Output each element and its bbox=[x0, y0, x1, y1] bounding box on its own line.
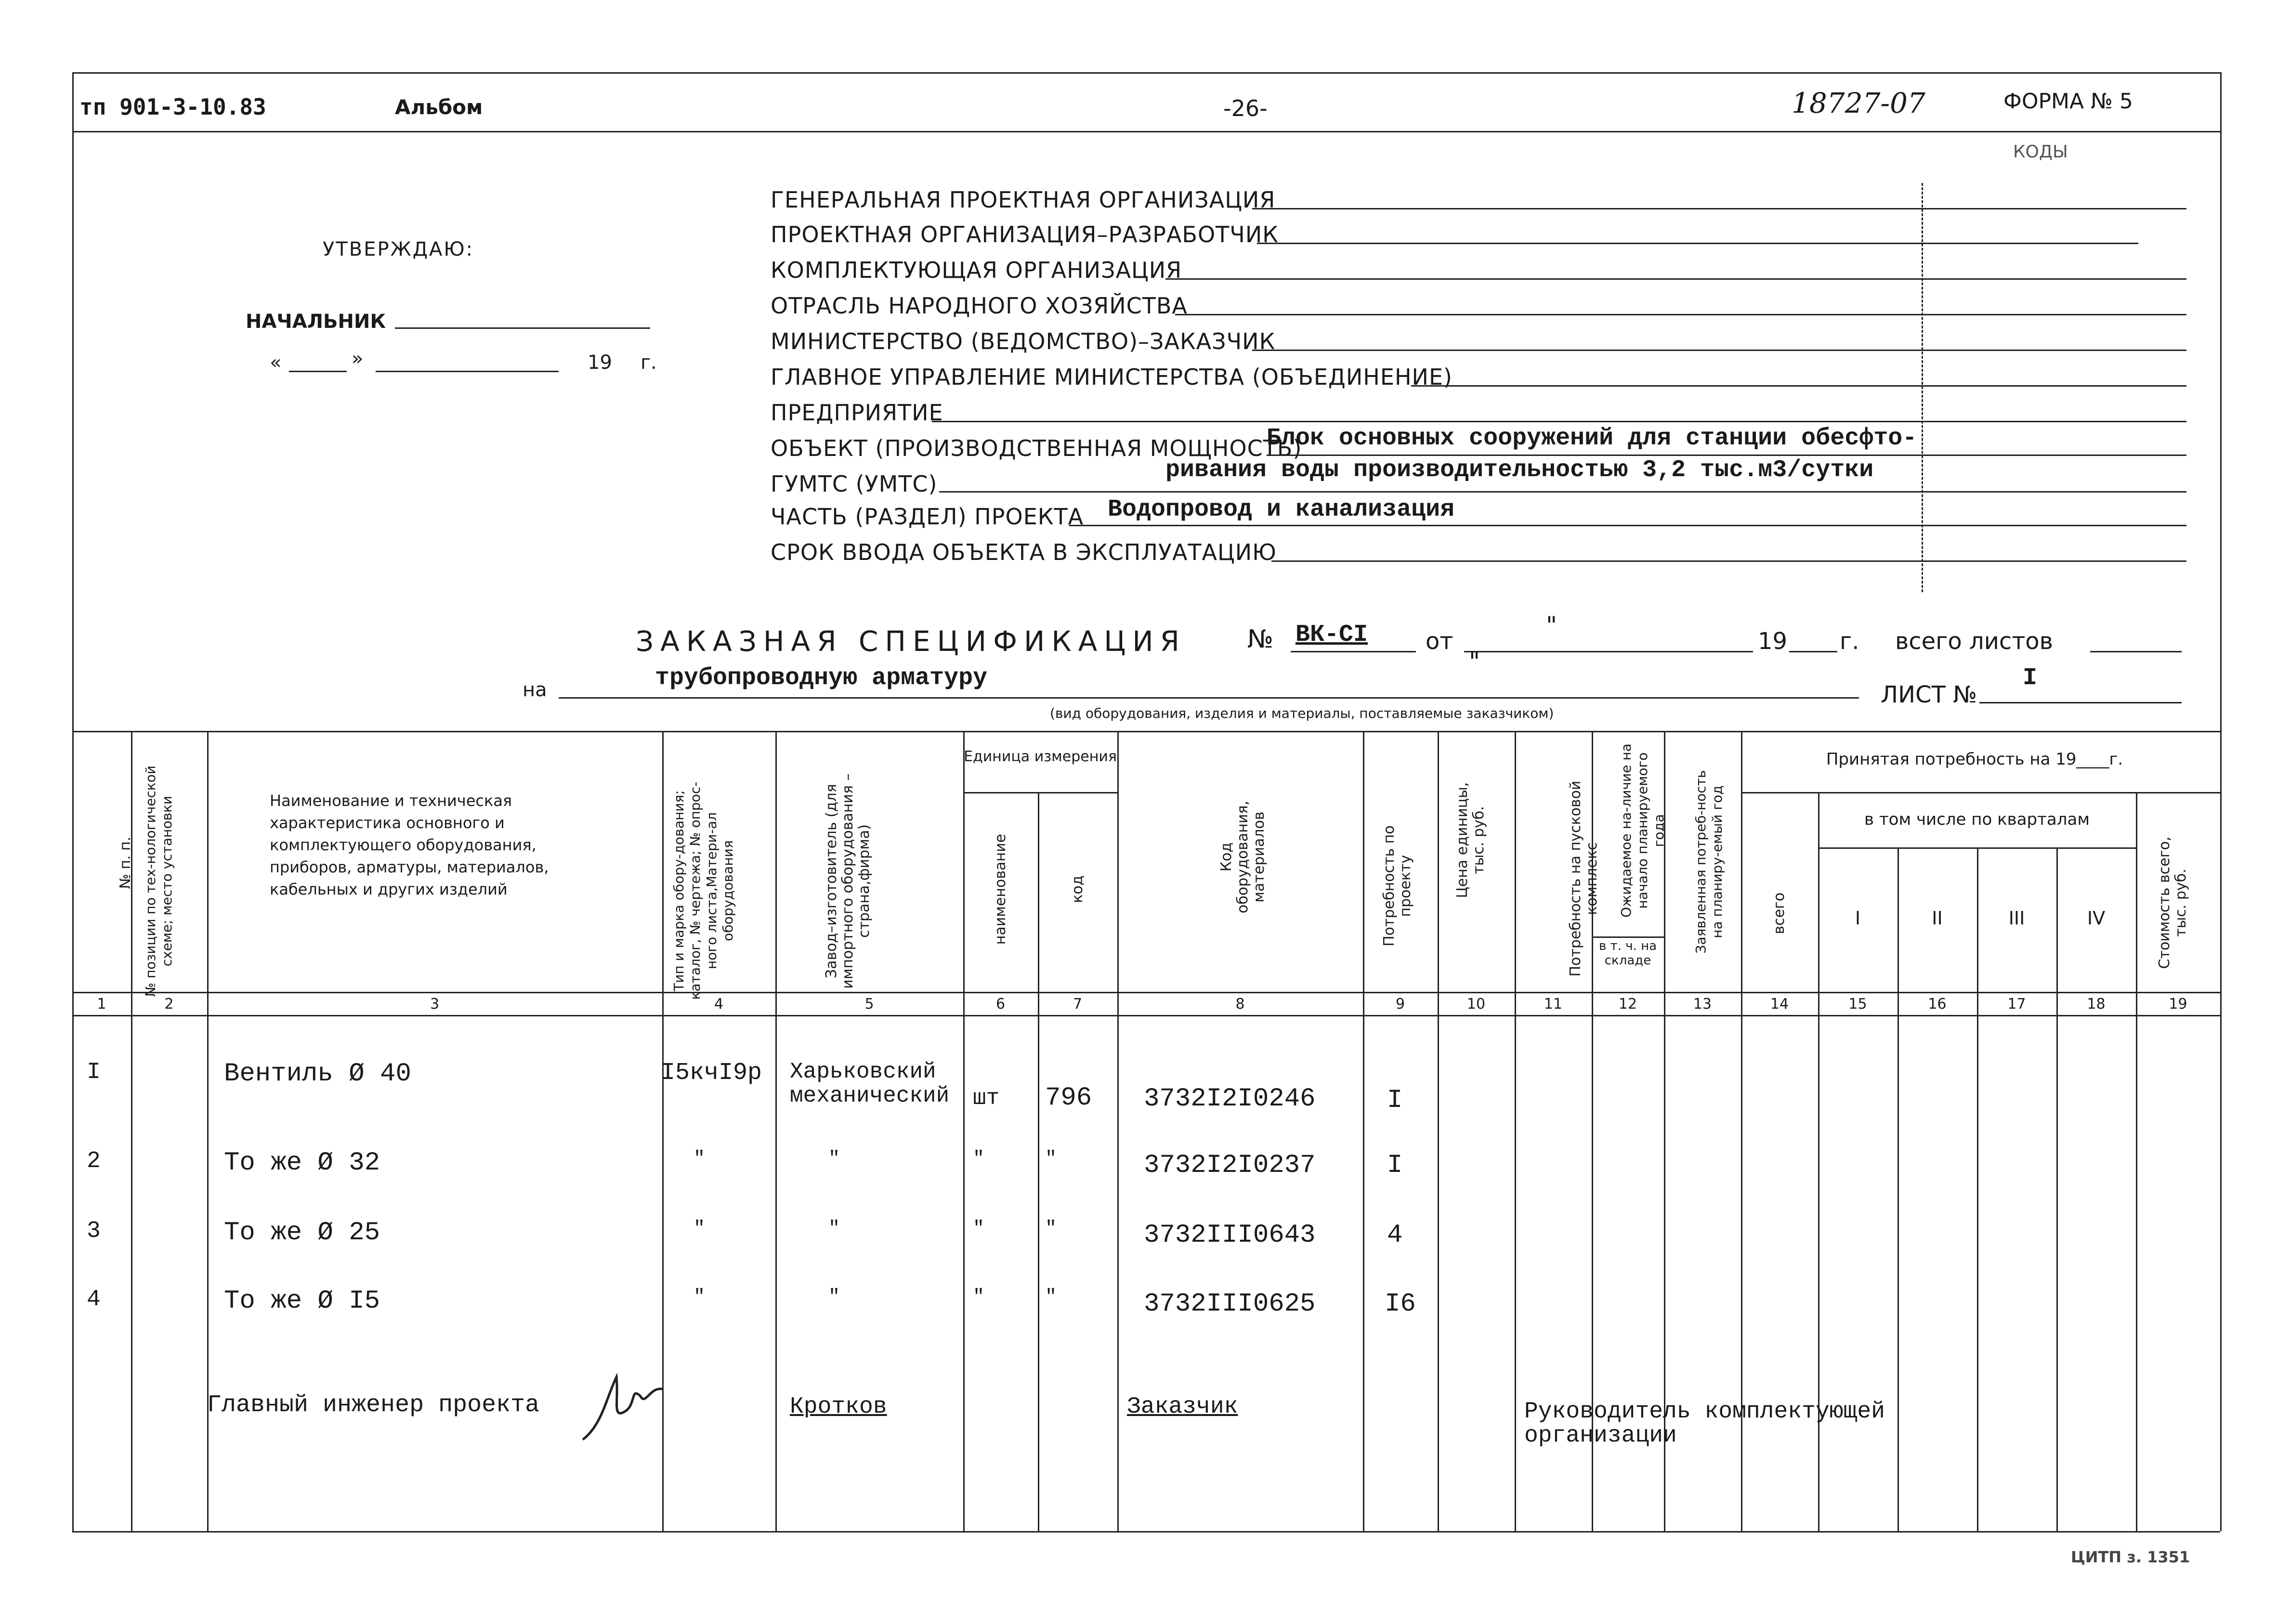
general-design-org-line bbox=[1252, 208, 2186, 209]
enterprise-line bbox=[932, 421, 2186, 422]
approval-year-suffix: г. bbox=[641, 351, 657, 374]
object-label: ОБЪЕКТ (ПРОИЗВОДСТВЕННАЯ МОЩНОСТЬ) bbox=[771, 435, 1302, 461]
row-number: I bbox=[87, 1059, 101, 1085]
col-line-10 bbox=[1515, 731, 1516, 1531]
col-line-17 bbox=[2056, 847, 2058, 1531]
spec-date-line bbox=[1464, 651, 1753, 652]
col-number: 13 bbox=[1693, 996, 1712, 1013]
row-name: То же Ø 25 bbox=[224, 1218, 380, 1247]
project-part-line bbox=[1069, 525, 2186, 526]
general-design-org-label: ГЕНЕРАЛЬНАЯ ПРОЕКТНАЯ ОРГАНИЗАЦИЯ bbox=[771, 187, 1276, 213]
row-maker: " bbox=[828, 1286, 840, 1308]
row-name: Вентиль Ø 40 bbox=[224, 1059, 411, 1089]
commissioning-line bbox=[1271, 560, 2186, 562]
row-type: " bbox=[694, 1148, 706, 1170]
form-label: ФОРМА № 5 bbox=[2003, 89, 2133, 114]
row-unit-code: 796 bbox=[1045, 1083, 1092, 1113]
commissioning-label: СРОК ВВОДА ОБЪЕКТА В ЭКСПЛУАТАЦИЮ bbox=[771, 539, 1277, 565]
spec-number: ВК-CI bbox=[1296, 621, 1368, 649]
col-header-11: Потребность на пусковой комплекс bbox=[1567, 780, 1600, 977]
unit-group-header: Единица измерения bbox=[964, 748, 1117, 765]
sheet-number: I bbox=[2023, 664, 2038, 692]
col-line-15 bbox=[1898, 847, 1899, 1531]
col-line-9 bbox=[1438, 731, 1439, 1531]
spec-year-prefix: 19 bbox=[1758, 628, 1788, 655]
col-header-13: Заявленная потреб-ность на планиру-емый год bbox=[1693, 770, 1725, 954]
supplier-head-label-cont: организации bbox=[1524, 1423, 1677, 1449]
col-header-3: Наименование и техническая характеристика основного и комплектующего оборудования, приборов, арматуры, материалов, кабельных и других изделий bbox=[270, 792, 549, 898]
col-number: 1 bbox=[97, 996, 106, 1013]
row-maker-cont: механический bbox=[790, 1083, 950, 1108]
spec-year-line bbox=[1789, 651, 1837, 652]
row-qty: I bbox=[1387, 1151, 1403, 1180]
col-number: 9 bbox=[1395, 996, 1405, 1013]
col-number: 17 bbox=[2007, 996, 2026, 1013]
col-number: 15 bbox=[1848, 996, 1867, 1013]
design-org-label: ПРОЕКТНАЯ ОРГАНИЗАЦИЯ–РАЗРАБОТЧИК bbox=[771, 221, 1279, 247]
col-header-6: наименование bbox=[992, 833, 1009, 945]
codes-label: КОДЫ bbox=[2013, 142, 2068, 162]
approval-year-prefix: 19 bbox=[588, 351, 612, 374]
col-line-7 bbox=[1117, 731, 1119, 1531]
spec-from-label: от bbox=[1426, 628, 1453, 655]
row-maker: " bbox=[828, 1148, 840, 1170]
spec-subject: трубопроводную арматуру bbox=[655, 664, 988, 692]
project-part-value: Водопровод и канализация bbox=[1108, 496, 1455, 523]
col-line-16 bbox=[1977, 847, 1978, 1531]
frame-top bbox=[72, 72, 2220, 74]
chief-signature-line bbox=[395, 327, 650, 329]
project-code: тп 901-3-10.83 bbox=[79, 94, 266, 120]
col-line-5 bbox=[963, 731, 965, 1531]
spec-date-quote-open: " bbox=[1546, 611, 1557, 639]
col-header-15: I bbox=[1855, 908, 1861, 929]
total-sheets-label: всего листов bbox=[1895, 628, 2053, 655]
col-header-16: II bbox=[1932, 908, 1943, 929]
chief-engineer-name: Кротков bbox=[790, 1394, 887, 1420]
spec-number-line bbox=[1291, 651, 1416, 652]
col-number: 3 bbox=[430, 996, 440, 1013]
supply-org-label: КОМПЛЕКТУЮЩАЯ ОРГАНИЗАЦИЯ bbox=[771, 257, 1182, 283]
main-department-label: ГЛАВНОЕ УПРАВЛЕНИЕ МИНИСТЕРСТВА (ОБЪЕДИНЕНИЕ) bbox=[771, 364, 1453, 390]
row-number: 3 bbox=[87, 1218, 101, 1244]
col-header-9: Потребность по проекту bbox=[1381, 825, 1414, 947]
object-value-cont: ривания воды производительностью 3,2 тыс.м3/сутки bbox=[1165, 456, 1874, 484]
spec-number-label: № bbox=[1247, 625, 1274, 654]
col-line-18 bbox=[2136, 792, 2137, 1531]
col-number: 12 bbox=[1618, 996, 1637, 1013]
gumts-label: ГУМТС (УМТС) bbox=[771, 471, 938, 497]
col-header-10: Цена единицы, тыс. руб. bbox=[1454, 782, 1487, 898]
spec-caption: (вид оборудования, изделия и материалы, поставляемые заказчиком) bbox=[1050, 705, 1554, 721]
accepted-group-header: Принятая потребность на 19____г. bbox=[1826, 750, 2123, 769]
row-qty: I bbox=[1387, 1086, 1403, 1115]
month-line bbox=[376, 371, 559, 372]
col-header-19: Стоимость всего, тыс. руб. bbox=[2156, 836, 2189, 969]
col-number: 18 bbox=[2087, 996, 2106, 1013]
chief-engineer-label: Главный инженер проекта bbox=[207, 1391, 540, 1419]
codes-divider bbox=[1922, 183, 1923, 592]
ministry-label: МИНИСТЕРСТВО (ВЕДОМСТВО)–ЗАКАЗЧИК bbox=[771, 328, 1276, 354]
signature-icon bbox=[573, 1367, 669, 1444]
customer-label: Заказчик bbox=[1127, 1394, 1238, 1420]
spec-on-label: на bbox=[523, 679, 547, 701]
supplier-head-label: Руководитель комплектующей bbox=[1524, 1399, 1885, 1425]
col-number: 16 bbox=[1928, 996, 1947, 1013]
total-sheets-line bbox=[2090, 651, 2182, 652]
spec-date-quote-close: " bbox=[1469, 648, 1480, 676]
row-unit-code: " bbox=[1045, 1148, 1057, 1170]
row-name: То же Ø I5 bbox=[224, 1286, 380, 1316]
col-header-12b: в т. ч. на складе bbox=[1598, 939, 1657, 968]
col-header-7: код bbox=[1069, 875, 1086, 903]
date-open-quote: « bbox=[270, 351, 282, 374]
sheet-label: ЛИСТ № bbox=[1881, 681, 1977, 708]
col-header-8: Код оборудования, материалов bbox=[1218, 801, 1268, 913]
row-number: 4 bbox=[87, 1286, 101, 1312]
col-number: 19 bbox=[2169, 996, 2187, 1013]
supply-org-line bbox=[1165, 278, 2186, 280]
col-header-1: № п. п. bbox=[117, 836, 134, 889]
row-equip-code: 3732III0643 bbox=[1144, 1221, 1316, 1250]
object-line bbox=[1267, 455, 2186, 456]
main-department-line bbox=[1411, 385, 2186, 387]
industry-label: ОТРАСЛЬ НАРОДНОГО ХОЗЯЙСТВА bbox=[771, 293, 1188, 319]
row-name: То же Ø 32 bbox=[224, 1148, 380, 1178]
col-number: 10 bbox=[1466, 996, 1486, 1013]
col-line-4 bbox=[775, 731, 777, 1531]
row-equip-code: 3732I2I0237 bbox=[1144, 1151, 1316, 1180]
col-line-8 bbox=[1363, 731, 1364, 1531]
col-header-12: Ожидаемое на-личие на начало планируемого года bbox=[1618, 743, 1667, 918]
row-unit-code: " bbox=[1045, 1286, 1057, 1308]
footer-stamp: ЦИТП з. 1351 bbox=[2071, 1548, 2190, 1566]
col-number: 8 bbox=[1235, 996, 1245, 1013]
row-qty: 4 bbox=[1387, 1221, 1403, 1250]
row-type: " bbox=[694, 1286, 706, 1308]
object-value: Блок основных сооружений для станции обесфто- bbox=[1267, 425, 1917, 452]
row-unit: " bbox=[973, 1148, 985, 1170]
ministry-line bbox=[1252, 350, 2186, 351]
page-number: -26- bbox=[1223, 95, 1268, 121]
col-header-14: всего bbox=[1771, 892, 1788, 935]
row-qty: I6 bbox=[1385, 1289, 1416, 1319]
col-number: 14 bbox=[1770, 996, 1789, 1013]
inventory-number: 18727-07 bbox=[1792, 87, 1925, 119]
row-equip-code: 3732III0625 bbox=[1144, 1289, 1316, 1319]
chief-label: НАЧАЛЬНИК bbox=[246, 311, 386, 333]
frame-left bbox=[72, 72, 74, 1531]
industry-line bbox=[1175, 314, 2186, 315]
col-number: 5 bbox=[864, 996, 874, 1013]
spec-title: ЗАКАЗНАЯ СПЕЦИФИКАЦИЯ bbox=[636, 625, 1186, 658]
day-line bbox=[289, 371, 347, 372]
album-label: Альбом bbox=[395, 95, 483, 119]
row-equip-code: 3732I2I0246 bbox=[1144, 1084, 1316, 1114]
row-unit: " bbox=[973, 1218, 985, 1240]
col-number: 4 bbox=[714, 996, 724, 1013]
frame-bottom bbox=[72, 1531, 2220, 1533]
design-org-line bbox=[1257, 243, 2138, 244]
col-number: 6 bbox=[995, 996, 1006, 1013]
col-header-18: IV bbox=[2087, 908, 2106, 929]
col-number: 7 bbox=[1073, 996, 1083, 1013]
frame-right bbox=[2220, 72, 2222, 1531]
sheet-number-line bbox=[1979, 702, 2182, 703]
row-number: 2 bbox=[87, 1148, 101, 1174]
row-unit: шт bbox=[973, 1086, 1000, 1111]
accepted-group-line bbox=[1741, 792, 2220, 793]
col-number: 11 bbox=[1544, 996, 1563, 1013]
row-maker: " bbox=[828, 1218, 840, 1240]
row-type: " bbox=[694, 1218, 706, 1240]
quarter-group-header: в том числе по кварталам bbox=[1864, 810, 2090, 829]
spec-subject-line bbox=[559, 697, 1859, 699]
row-maker: Харьковский bbox=[790, 1059, 936, 1084]
row-unit: " bbox=[973, 1286, 985, 1308]
col-line-6 bbox=[1038, 792, 1039, 1531]
col-header-4: Тип и марка обору-дования; каталог, № чертежа; № опрос-ного листа,Матери-ал оборудования bbox=[671, 781, 736, 1000]
table-top bbox=[72, 731, 2220, 732]
gumts-line bbox=[939, 491, 2186, 493]
row-type: I5кчI9р bbox=[661, 1059, 762, 1087]
project-part-label: ЧАСТЬ (РАЗДЕЛ) ПРОЕКТА bbox=[771, 504, 1084, 530]
col-header-2: № позиции по тех-нологической схеме; место установки bbox=[143, 765, 175, 997]
approve-label: УТВЕРЖДАЮ: bbox=[323, 238, 474, 260]
unit-group-line bbox=[963, 792, 1117, 793]
col-header-5: Завод–изготовитель (для импортного оборудования –страна,фирма) bbox=[823, 773, 873, 989]
header-divider bbox=[72, 131, 2220, 132]
row-unit-code: " bbox=[1045, 1218, 1057, 1240]
col-number: 2 bbox=[164, 996, 174, 1013]
date-close-quote: » bbox=[352, 348, 364, 370]
enterprise-label: ПРЕДПРИЯТИЕ bbox=[771, 400, 943, 426]
spec-year-suffix: г. bbox=[1840, 628, 1859, 655]
col-header-17: III bbox=[2008, 908, 2025, 929]
